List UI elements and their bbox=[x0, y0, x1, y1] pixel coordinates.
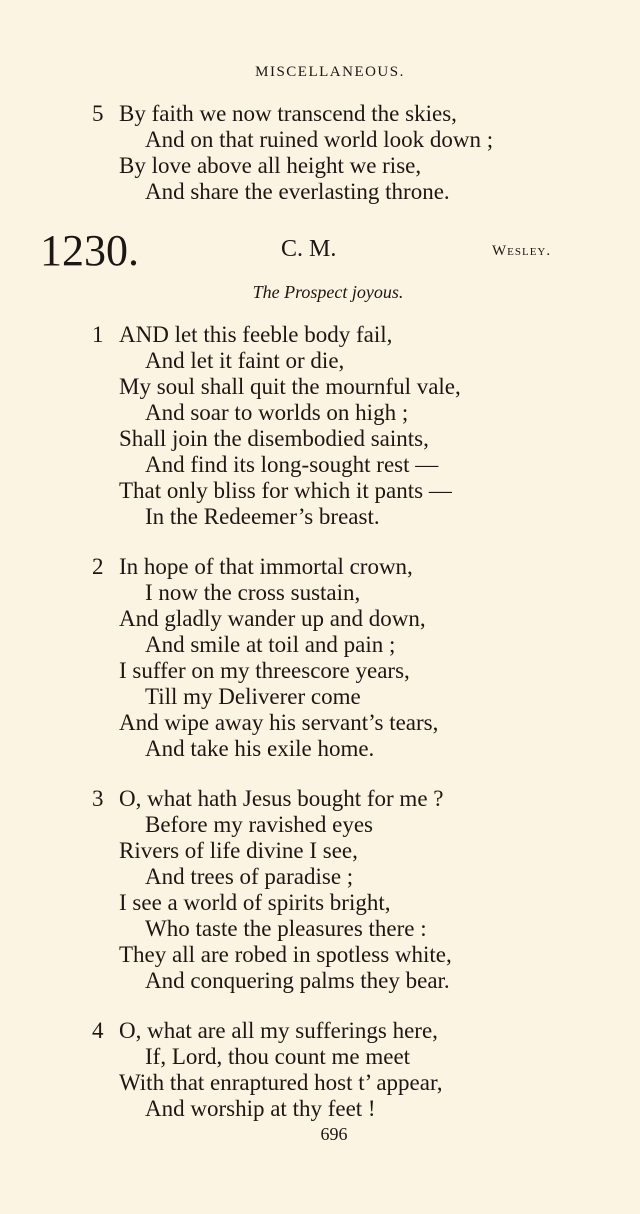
verse-line: I see a world of spirits bright, bbox=[119, 890, 391, 915]
verse-line: And conquering palms they bear. bbox=[145, 968, 450, 993]
verse-line: O, what hath Jesus bought for me ? bbox=[119, 786, 444, 811]
stanza-number: 2 bbox=[92, 554, 104, 579]
page-number: 696 bbox=[320, 1124, 348, 1144]
verse-line: I suffer on my threescore years, bbox=[119, 658, 410, 683]
verse-line: With that enraptured host t’ appear, bbox=[119, 1070, 443, 1095]
verse-line: And take his exile home. bbox=[145, 736, 375, 761]
hymn-author: Wesley. bbox=[492, 243, 552, 259]
verse-line: My soul shall quit the mournful vale, bbox=[119, 374, 461, 399]
hymn-meter: C. M. bbox=[281, 236, 337, 262]
verse-line: They all are robed in spotless white, bbox=[119, 942, 452, 967]
stanza-number: 1 bbox=[92, 322, 104, 347]
verse-line: And on that ruined world look down ; bbox=[145, 127, 494, 152]
verse-line: And share the everlasting throne. bbox=[145, 179, 450, 204]
verse-line: Shall join the disembodied saints, bbox=[119, 426, 429, 451]
verse-line: And gladly wander up and down, bbox=[119, 606, 426, 631]
verse-line: By faith we now transcend the skies, bbox=[119, 101, 457, 126]
verse-line: Who taste the pleasures there : bbox=[145, 916, 427, 941]
verse-line: And wipe away his servant’s tears, bbox=[119, 710, 439, 735]
verse-line: Till my Deliverer come bbox=[145, 684, 361, 709]
verse-line: And trees of paradise ; bbox=[145, 864, 354, 889]
stanza-number: 5 bbox=[92, 101, 104, 126]
verse-line: That only bliss for which it pants — bbox=[119, 478, 452, 503]
verse-line: And soar to worlds on high ; bbox=[145, 400, 409, 425]
verse-line: By love above all height we rise, bbox=[119, 153, 422, 178]
verse-line: And smile at toil and pain ; bbox=[145, 632, 396, 657]
verse-line: O, what are all my sufferings here, bbox=[119, 1018, 438, 1043]
verse-line: Rivers of life divine I see, bbox=[119, 838, 358, 863]
hymn-subtitle: The Prospect joyous. bbox=[252, 282, 404, 302]
verse-line: In the Redeemer’s breast. bbox=[145, 504, 380, 529]
verse-line: I now the cross sustain, bbox=[145, 580, 361, 605]
verse-line: AND let this feeble body fail, bbox=[119, 322, 393, 347]
hymn-number: 1230. bbox=[40, 226, 139, 275]
verse-line: In hope of that immortal crown, bbox=[119, 554, 413, 579]
verse-line: If, Lord, thou count me meet bbox=[145, 1044, 411, 1069]
verse-line: And let it faint or die, bbox=[145, 348, 345, 373]
verse-line: Before my ravished eyes bbox=[145, 812, 374, 837]
stanza-number: 3 bbox=[92, 786, 104, 811]
verse-line: And worship at thy feet ! bbox=[145, 1096, 376, 1121]
running-head: MISCELLANEOUS. bbox=[255, 64, 405, 80]
verse-line: And find its long-sought rest — bbox=[145, 452, 439, 477]
stanza-number: 4 bbox=[92, 1018, 104, 1043]
